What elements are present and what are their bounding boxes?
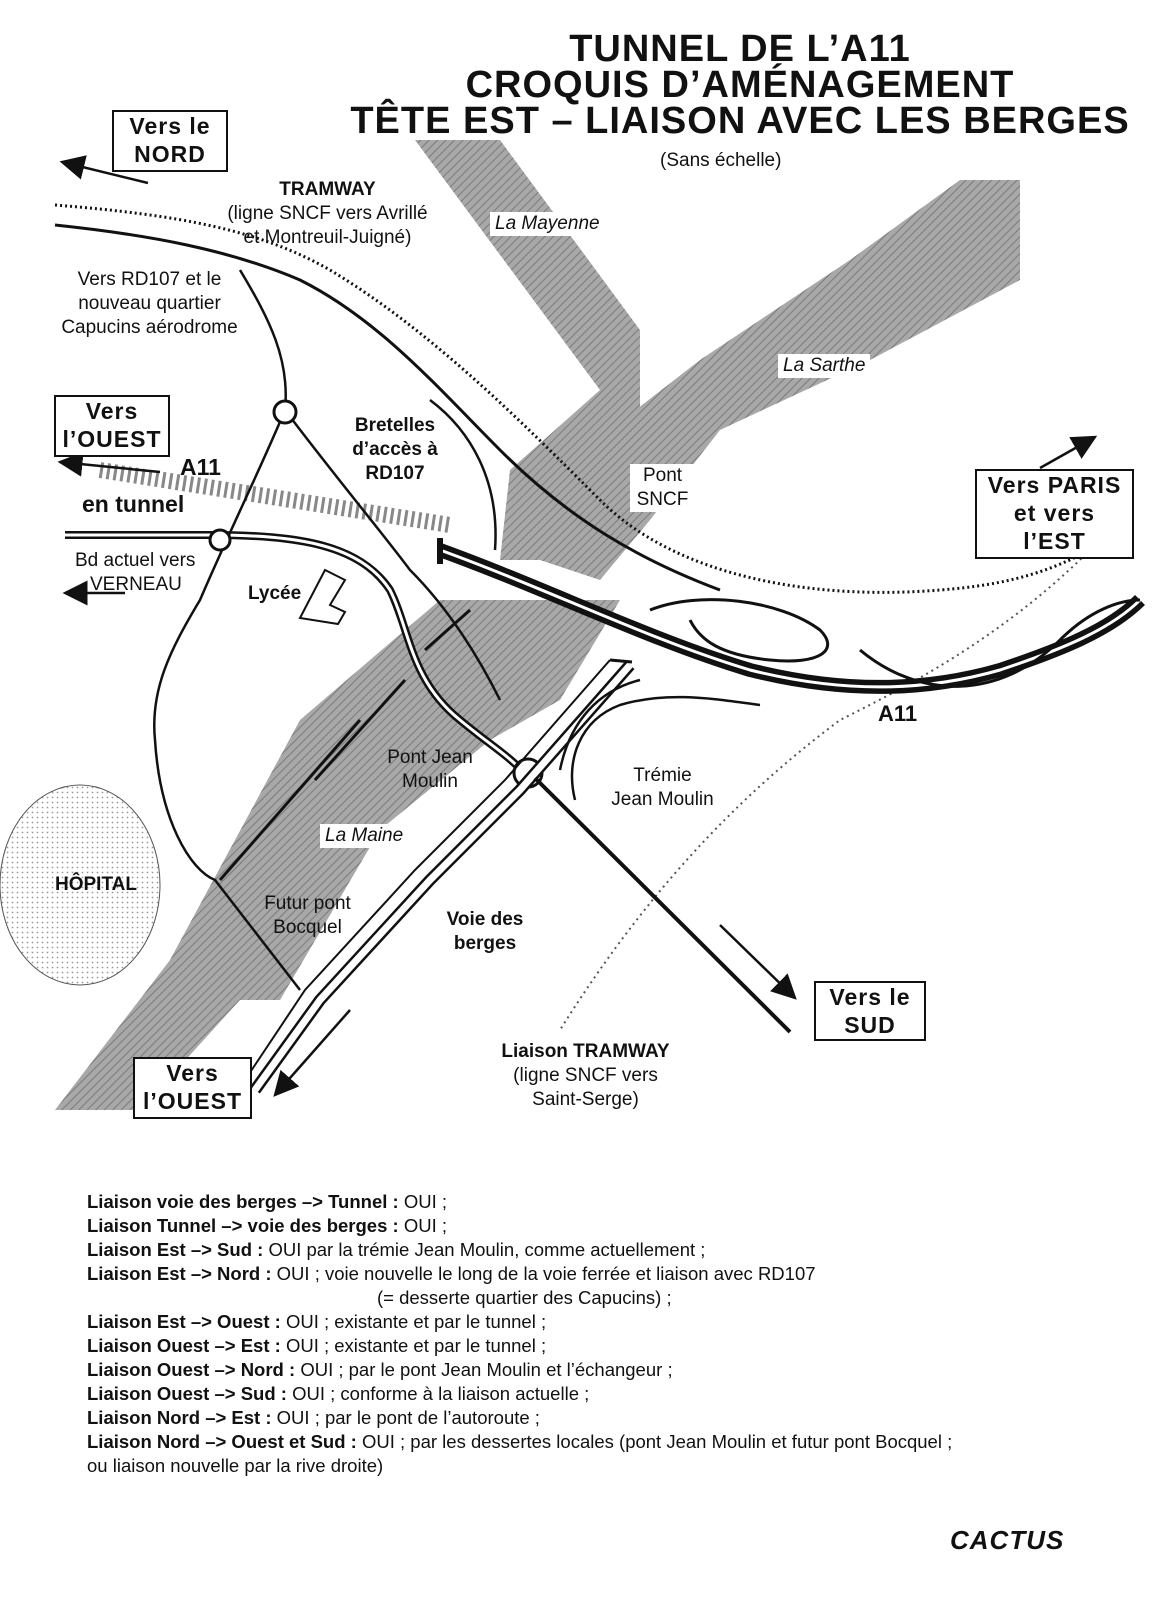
- label-lycee: Lycée: [248, 583, 302, 604]
- legend-row: [87, 1262, 1147, 1286]
- label-bretelles-l2: d’accès à: [352, 439, 438, 460]
- label-rd107-l1: Vers RD107 et le: [77, 269, 222, 290]
- legend-row: [87, 1334, 1147, 1358]
- label-pont-jean-moulin: [380, 746, 480, 794]
- legend-key: Liaison Est –> Ouest :: [87, 1311, 281, 1332]
- legend-value: OUI par la trémie Jean Moulin, comme actuellement ;: [268, 1239, 706, 1260]
- box-vers-paris-l3: l’EST: [1023, 528, 1086, 554]
- legend-key: Liaison Est –> Sud :: [87, 1239, 264, 1260]
- legend-row: [87, 1430, 1147, 1454]
- box-vers-nord-l2: NORD: [134, 141, 206, 167]
- label-bd-actuel-l2: VERNEAU: [90, 574, 182, 595]
- box-vers-ouest-top-l1: Vers: [85, 398, 139, 424]
- label-liaison-tramway-l3: Saint-Serge): [532, 1089, 639, 1110]
- label-voie-berges-l1: Voie des: [446, 909, 524, 930]
- legend-key: Liaison Tunnel –> voie des berges :: [87, 1215, 399, 1236]
- legend-row: [87, 1382, 1147, 1406]
- legend-value: OUI ; par le pont Jean Moulin et l’échangeur ;: [300, 1359, 673, 1380]
- legend-value: OUI ; existante et par le tunnel ;: [285, 1335, 547, 1356]
- label-la-mayenne: La Mayenne: [490, 212, 605, 236]
- legend-row: [87, 1190, 1147, 1214]
- legend-key: Liaison voie des berges –> Tunnel :: [87, 1191, 399, 1212]
- label-pont-sncf-l2: SNCF: [636, 489, 689, 510]
- box-vers-ouest-bottom-l2: l’OUEST: [142, 1088, 242, 1114]
- label-rd107-l2: nouveau quartier: [78, 293, 221, 314]
- label-a11-tunnel-1: A11: [180, 454, 221, 480]
- label-rd107: [52, 268, 247, 340]
- box-vers-ouest-bottom-l1: Vers: [166, 1060, 219, 1086]
- label-futur-pont: [255, 892, 360, 940]
- box-vers-paris-l2: et vers: [1013, 500, 1096, 526]
- box-vers-ouest-top-l2: l’OUEST: [62, 426, 162, 452]
- roundabout-north: [274, 401, 296, 423]
- label-liaison-tramway: [478, 1040, 693, 1112]
- label-tramway: [215, 178, 440, 250]
- label-tramway-l3: et Montreuil-Juigné): [243, 227, 412, 248]
- legend-value: OUI ; par les dessertes locales (pont Jean Moulin et futur pont Bocquel ;: [361, 1431, 953, 1452]
- legend-row: [87, 1214, 1147, 1238]
- label-hopital: HÔPITAL: [55, 874, 137, 895]
- legend-value: OUI ;: [403, 1191, 447, 1212]
- label-bd-actuel: [75, 549, 195, 597]
- box-vers-paris-l1: Vers PARIS: [987, 472, 1122, 498]
- label-tremie: [600, 764, 725, 812]
- label-rd107-l3: Capucins aérodrome: [61, 317, 238, 338]
- label-tramway-l2: (ligne SNCF vers Avrillé: [227, 203, 428, 224]
- legend-row: [87, 1286, 1147, 1310]
- road-south: [535, 778, 790, 1032]
- title-line-1: TUNNEL DE L’A11: [569, 28, 911, 70]
- legend-value: (= desserte quartier des Capucins) ;: [377, 1287, 672, 1308]
- label-a11-tunnel-2: en tunnel: [82, 491, 185, 517]
- credit-cactus: CACTUS: [950, 1525, 1065, 1555]
- legend-value: OUI ; conforme à la liaison actuelle ;: [292, 1383, 590, 1404]
- legend-list: [87, 1190, 1147, 1478]
- box-vers-nord-l1: Vers le: [129, 113, 211, 139]
- title-line-2: CROQUIS D’AMÉNAGEMENT: [465, 64, 1015, 106]
- label-futur-pont-l2: Bocquel: [273, 917, 342, 938]
- legend-value: ou liaison nouvelle par la rive droite): [87, 1455, 384, 1476]
- legend-value: OUI ;: [403, 1215, 447, 1236]
- legend-key: Liaison Ouest –> Sud :: [87, 1383, 287, 1404]
- arrow-paris: [1040, 437, 1095, 468]
- label-pont-sncf: [630, 464, 695, 512]
- legend-value: OUI ; existante et par le tunnel ;: [285, 1311, 547, 1332]
- label-tremie-l2: Jean Moulin: [611, 789, 714, 810]
- legend-value: OUI ; voie nouvelle le long de la voie ferrée et liaison avec RD107: [276, 1263, 816, 1284]
- legend-row: [87, 1238, 1147, 1262]
- legend-row: [87, 1358, 1147, 1382]
- label-a11: A11: [878, 701, 918, 726]
- label-bretelles-l3: RD107: [365, 463, 425, 484]
- subtitle: (Sans échelle): [660, 150, 782, 171]
- legend-key: Liaison Est –> Nord :: [87, 1263, 272, 1284]
- roundabout-bd: [210, 530, 230, 550]
- label-la-sarthe: La Sarthe: [778, 354, 870, 378]
- title-line-3: TÊTE EST – LIAISON AVEC LES BERGES: [350, 100, 1130, 142]
- legend-key: Liaison Nord –> Ouest et Sud :: [87, 1431, 357, 1452]
- label-tramway-l1: TRAMWAY: [279, 179, 376, 200]
- label-la-maine: La Maine: [320, 824, 408, 848]
- legend-key: Liaison Ouest –> Est :: [87, 1335, 281, 1356]
- box-vers-paris: [975, 469, 1134, 559]
- legend-row: [87, 1454, 1147, 1478]
- legend-value: OUI ; par le pont de l’autoroute ;: [276, 1407, 540, 1428]
- box-vers-ouest-bottom: [133, 1057, 252, 1119]
- box-vers-sud-l1: Vers le: [829, 984, 911, 1010]
- label-bretelles-l1: Bretelles: [354, 415, 436, 436]
- label-pont-sncf-l1: Pont: [642, 465, 683, 486]
- label-pont-jean-moulin-l1: Pont Jean: [387, 747, 473, 768]
- legend-key: Liaison Ouest –> Nord :: [87, 1359, 296, 1380]
- label-voie-berges-l2: berges: [453, 933, 517, 954]
- label-bretelles: [335, 414, 455, 486]
- label-futur-pont-l1: Futur pont: [264, 893, 351, 914]
- box-vers-sud-l2: SUD: [844, 1012, 896, 1038]
- box-vers-ouest-top: [54, 395, 170, 457]
- box-vers-sud: [814, 981, 926, 1041]
- legend-row: [87, 1310, 1147, 1334]
- label-voie-berges: [430, 908, 540, 956]
- legend-key: Liaison Nord –> Est :: [87, 1407, 272, 1428]
- lycee-building: [300, 570, 345, 624]
- box-vers-nord: [112, 110, 228, 172]
- label-liaison-tramway-l1: Liaison TRAMWAY: [501, 1041, 670, 1062]
- label-liaison-tramway-l2: (ligne SNCF vers: [513, 1065, 658, 1086]
- label-pont-jean-moulin-l2: Moulin: [402, 771, 458, 792]
- label-tremie-l1: Trémie: [633, 765, 692, 786]
- legend-row: [87, 1406, 1147, 1430]
- label-bd-actuel-l1: Bd actuel vers: [75, 550, 196, 571]
